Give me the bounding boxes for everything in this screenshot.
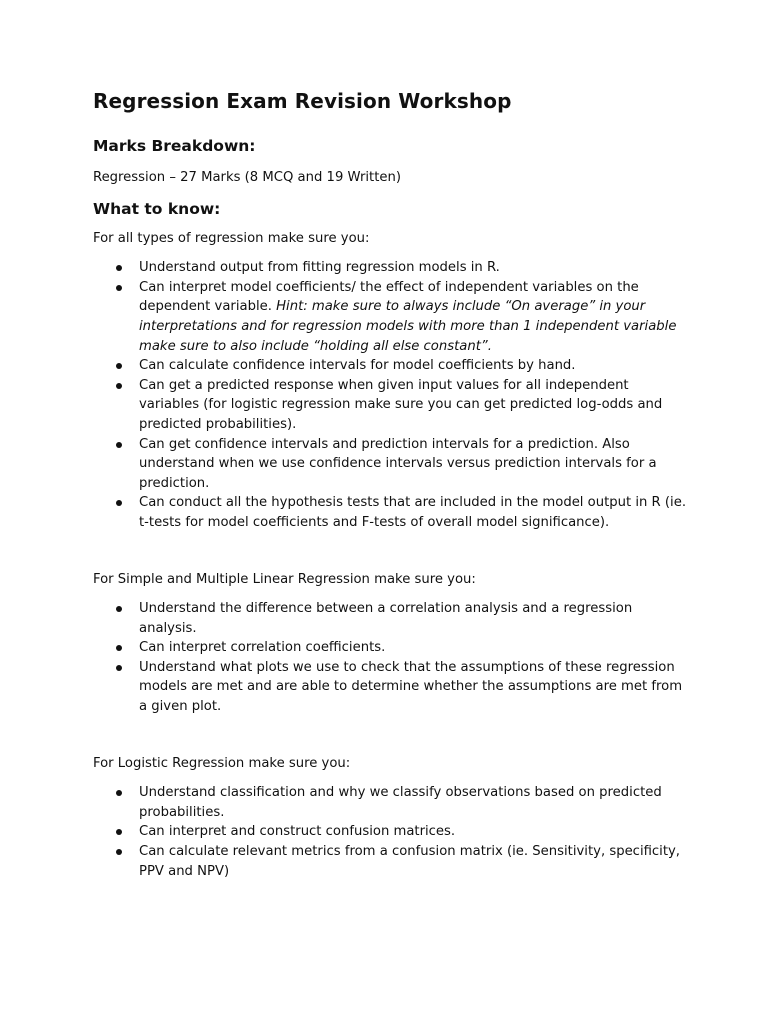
document-title: Regression Exam Revision Workshop bbox=[93, 89, 512, 113]
bullet-icon bbox=[116, 500, 122, 506]
list-item bbox=[93, 658, 688, 717]
list-item bbox=[93, 783, 688, 822]
list-item bbox=[93, 258, 688, 278]
list-item bbox=[93, 356, 688, 376]
what-to-know-heading: What to know: bbox=[93, 199, 221, 218]
bullet-icon bbox=[116, 829, 122, 835]
bullet-icon bbox=[116, 383, 122, 389]
all-regression-list bbox=[93, 258, 688, 532]
logistic-regression-list bbox=[93, 783, 688, 881]
list-item-text: Can get confidence intervals and prediction intervals for a prediction. Also understand when we use confidence intervals versus prediction intervals for a prediction. bbox=[139, 436, 657, 491]
list-item bbox=[93, 435, 688, 494]
bullet-icon bbox=[116, 665, 122, 671]
list-item-text: Understand the difference between a correlation analysis and a regression analysis. bbox=[139, 601, 633, 636]
marks-breakdown-text: Regression – 27 Marks (8 MCQ and 19 Written) bbox=[93, 170, 402, 185]
linear-regression-intro: For Simple and Multiple Linear Regression make sure you: bbox=[93, 571, 476, 587]
list-item bbox=[93, 842, 688, 881]
bullet-icon bbox=[116, 606, 122, 612]
list-item-text: Can calculate confidence intervals for model coefficients by hand. bbox=[139, 358, 576, 374]
all-regression-intro: For all types of regression make sure you: bbox=[93, 230, 370, 246]
list-item-text: Understand output from fitting regression models in R. bbox=[139, 260, 500, 276]
list-item-text: Understand classification and why we classify observations based on predicted probabilities. bbox=[139, 785, 662, 820]
list-item bbox=[93, 599, 688, 638]
list-item-hint: Hint: make sure to always include “On average” in your interpretations and for regression models with more than 1 independent variable make sure to also include “holding all else constant”. bbox=[139, 299, 677, 354]
bullet-icon bbox=[116, 285, 122, 291]
bullet-icon bbox=[116, 265, 122, 271]
logistic-regression-intro: For Logistic Regression make sure you: bbox=[93, 755, 351, 771]
list-item-text: Can conduct all the hypothesis tests that are included in the model output in R (ie. t-tests for model coefficients and F-tests of overall model significance). bbox=[139, 495, 687, 530]
list-item-text: Can get a predicted response when given input values for all independent variables (for logistic regression make sure you can get predicted log-odds and predicted probabilities). bbox=[139, 377, 663, 432]
list-item bbox=[93, 376, 688, 435]
list-item bbox=[93, 638, 688, 658]
bullet-icon bbox=[116, 849, 122, 855]
bullet-icon bbox=[116, 442, 122, 448]
bullet-icon bbox=[116, 363, 122, 369]
bullet-icon bbox=[116, 790, 122, 796]
list-item-text: Can calculate relevant metrics from a confusion matrix (ie. Sensitivity, specificity, PPV and NPV) bbox=[139, 844, 680, 879]
list-item bbox=[93, 493, 688, 532]
linear-regression-list bbox=[93, 599, 688, 717]
bullet-icon bbox=[116, 645, 122, 651]
marks-breakdown-heading: Marks Breakdown: bbox=[93, 137, 256, 155]
list-item-text: Can interpret and construct confusion matrices. bbox=[139, 824, 456, 840]
list-item bbox=[93, 822, 688, 842]
list-item-text: Can interpret correlation coefficients. bbox=[139, 640, 386, 656]
list-item bbox=[93, 278, 688, 356]
list-item-text: Understand what plots we use to check that the assumptions of these regression models are met and are able to determine whether the assumptions are met from a given plot. bbox=[139, 659, 683, 715]
list-item-text: Can interpret model coefficients/ the effect of independent variables on the dependent variable. bbox=[139, 279, 639, 315]
